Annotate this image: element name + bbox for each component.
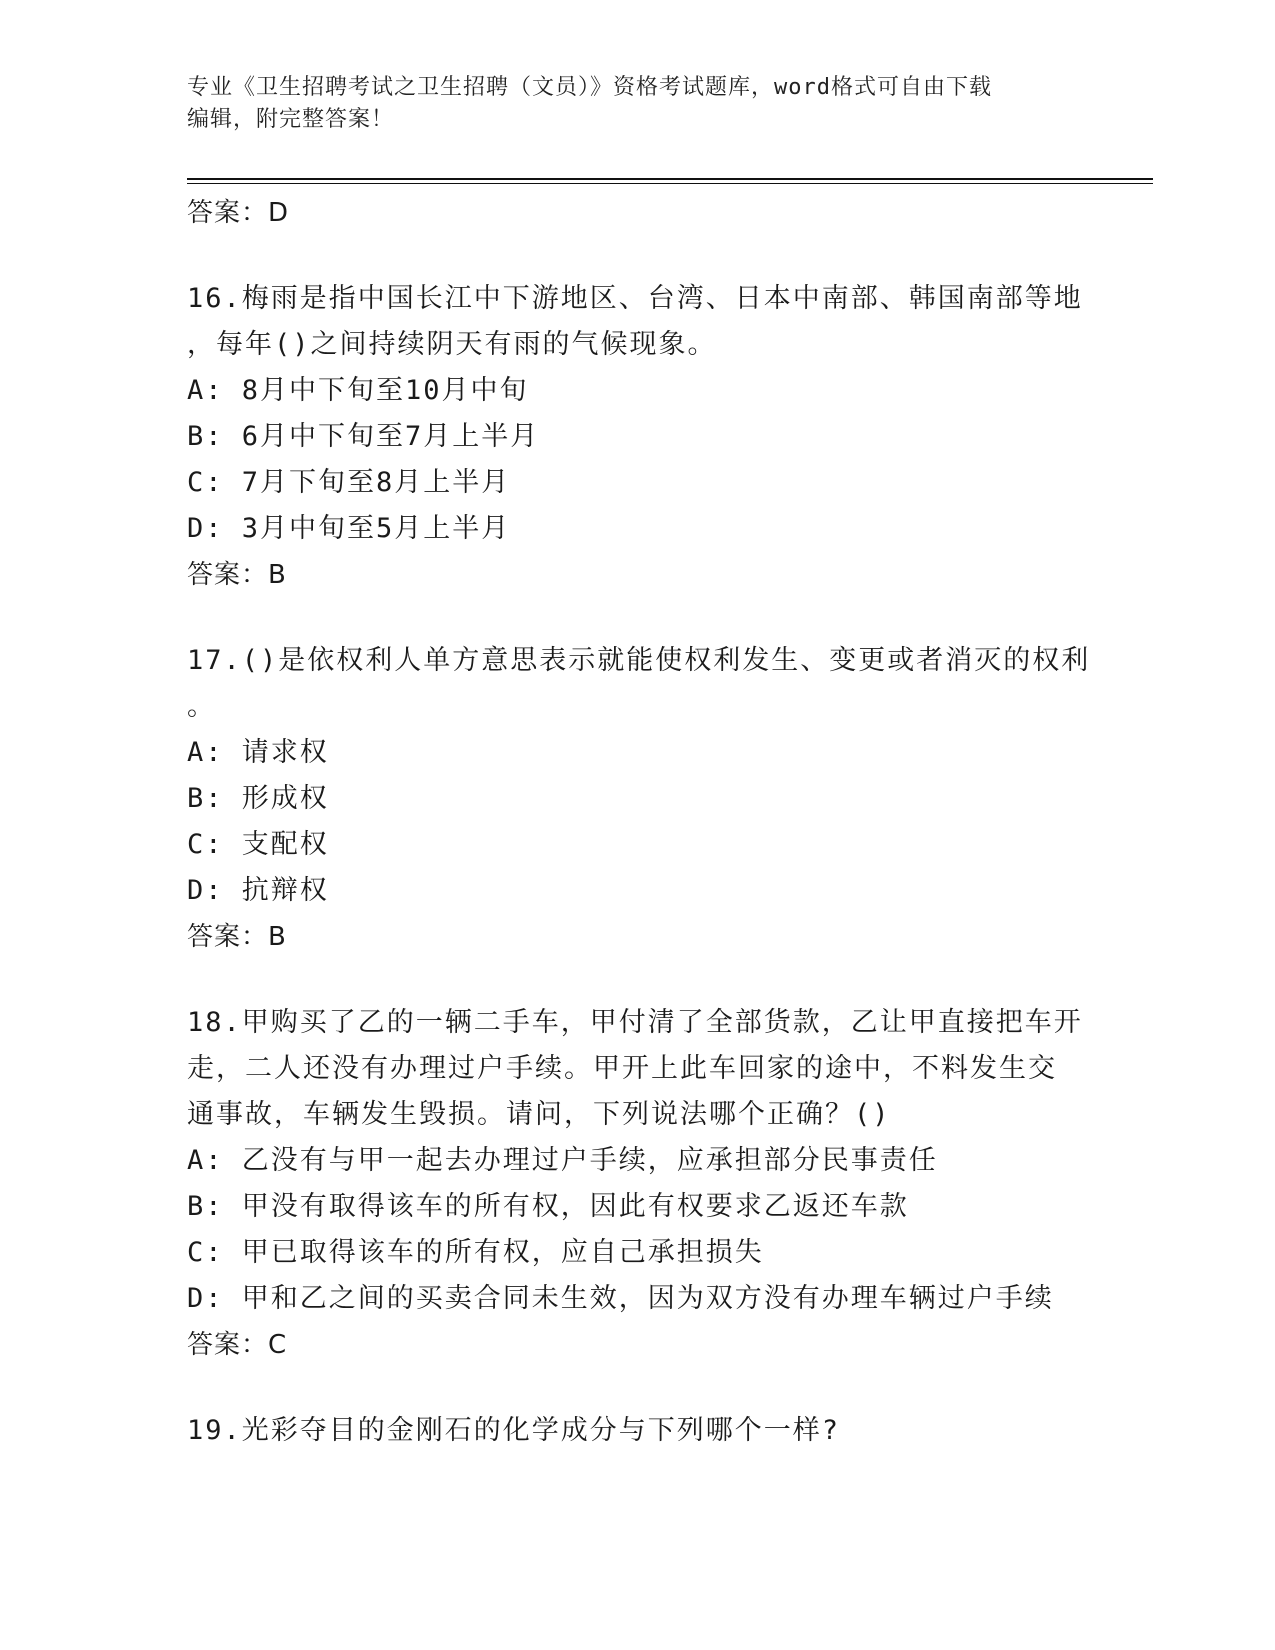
question-text: 通事故，车辆发生毁损。请问，下列说法哪个正确？() xyxy=(187,1099,891,1130)
answer-label: 答案： xyxy=(187,922,269,952)
header-line-2: 编辑，附完整答案！ xyxy=(187,107,395,132)
header-line-1: 专业《卫生招聘考试之卫生招聘（文员）》资格考试题库，word格式可自由下载 xyxy=(187,75,992,100)
question-text: 19.光彩夺目的金刚石的化学成分与下列哪个一样? xyxy=(187,1415,841,1446)
question-item xyxy=(187,276,1087,368)
option-b: B: 6月中下旬至7月上半月 xyxy=(187,421,540,452)
answer-line xyxy=(187,190,1087,236)
option-d: D: 甲和乙之间的买卖合同未生效，因为双方没有办理车辆过户手续 xyxy=(187,1283,1054,1314)
question-text: 走，二人还没有办理过户手续。甲开上此车回家的途中，不料发生交 xyxy=(187,1053,1057,1084)
answer-label: 答案： xyxy=(187,1330,269,1360)
question-text: 16.梅雨是指中国长江中下游地区、台湾、日本中南部、韩国南部等地 xyxy=(187,283,1083,314)
question-text: 18.甲购买了乙的一辆二手车，甲付清了全部货款，乙让甲直接把车开 xyxy=(187,1007,1083,1038)
header-divider-thin xyxy=(187,183,1153,184)
question-item xyxy=(187,638,1091,730)
option-c: C: 甲已取得该车的所有权，应自己承担损失 xyxy=(187,1237,764,1268)
option-b: B: 形成权 xyxy=(187,783,329,814)
answer-value: C xyxy=(268,1330,288,1360)
question-item xyxy=(187,1000,1087,1138)
answer-line xyxy=(187,914,1087,960)
header-divider xyxy=(187,178,1153,180)
option-a: A: 乙没有与甲一起去办理过户手续，应承担部分民事责任 xyxy=(187,1145,938,1176)
answer-line xyxy=(187,1322,1087,1368)
answer-value: B xyxy=(268,922,287,952)
question-text: 17.()是依权利人单方意思表示就能使权利发生、变更或者消灭的权利 xyxy=(187,645,1091,676)
option-d: D: 抗辩权 xyxy=(187,875,329,906)
question-text: 。 xyxy=(187,691,216,722)
question-item xyxy=(187,1408,1087,1454)
option-d: D: 3月中旬至5月上半月 xyxy=(187,513,511,544)
document-header xyxy=(187,72,1087,136)
answer-label: 答案： xyxy=(187,560,269,590)
option-a: A: 8月中下旬至10月中旬 xyxy=(187,375,529,406)
answer-value: B xyxy=(268,560,287,590)
answer-label: 答案： xyxy=(187,198,269,228)
question-list xyxy=(187,190,1091,1454)
option-c: C: 支配权 xyxy=(187,829,329,860)
question-text: ，每年()之间持续阴天有雨的气候现象。 xyxy=(187,329,717,360)
option-b: B: 甲没有取得该车的所有权，因此有权要求乙返还车款 xyxy=(187,1191,909,1222)
answer-value: D xyxy=(268,198,290,228)
option-c: C: 7月下旬至8月上半月 xyxy=(187,467,511,498)
option-a: A: 请求权 xyxy=(187,737,329,768)
answer-line xyxy=(187,552,1087,598)
